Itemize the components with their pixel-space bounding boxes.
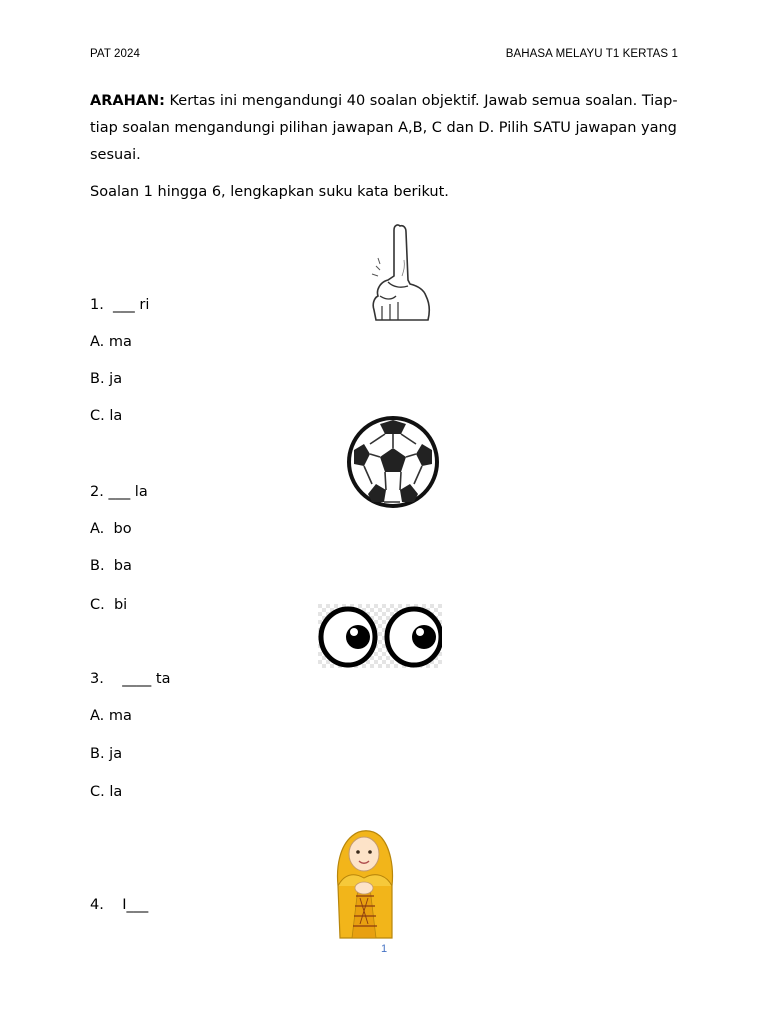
question-2-stem: 2. ___ la [90,484,148,500]
question-3-option-a[interactable]: A. ma [90,708,132,724]
header-left: PAT 2024 [90,48,141,60]
header-right: BAHASA MELAYU T1 KERTAS 1 [505,48,678,60]
eyes-icon [318,604,442,672]
question-2-option-b[interactable]: B. ba [90,558,132,574]
instructions [90,88,690,169]
question-2-option-c[interactable]: C. bi [90,597,128,613]
soccer-ball-icon [346,414,440,514]
page-number: 1 [380,943,388,955]
section-intro: Soalan 1 hingga 6, lengkapkan suku kata berikut. [90,184,449,200]
question-3-stem: 3. ____ ta [90,671,171,687]
girl-hijab-icon [330,826,400,944]
question-4-stem: 4. I___ [90,897,149,913]
question-1-option-b[interactable]: B. ja [90,371,123,387]
instructions-text: Kertas ini mengandungi 40 soalan objektif. Jawab semua soalan. Tiap-tiap soalan mengandungi pilihan jawapan A,B, C dan D. Pilih SATU jawapan yang sesuai. [90,93,678,163]
question-1-stem: 1. ___ ri [90,297,150,313]
question-3-option-c[interactable]: C. la [90,784,123,800]
question-2-option-a[interactable]: A. bo [90,521,132,537]
question-1-option-c[interactable]: C. la [90,408,123,424]
question-3-option-b[interactable]: B. ja [90,746,123,762]
question-1-option-a[interactable]: A. ma [90,334,132,350]
pointing-finger-icon [350,220,432,326]
instructions-label: ARAHAN: [90,93,165,109]
